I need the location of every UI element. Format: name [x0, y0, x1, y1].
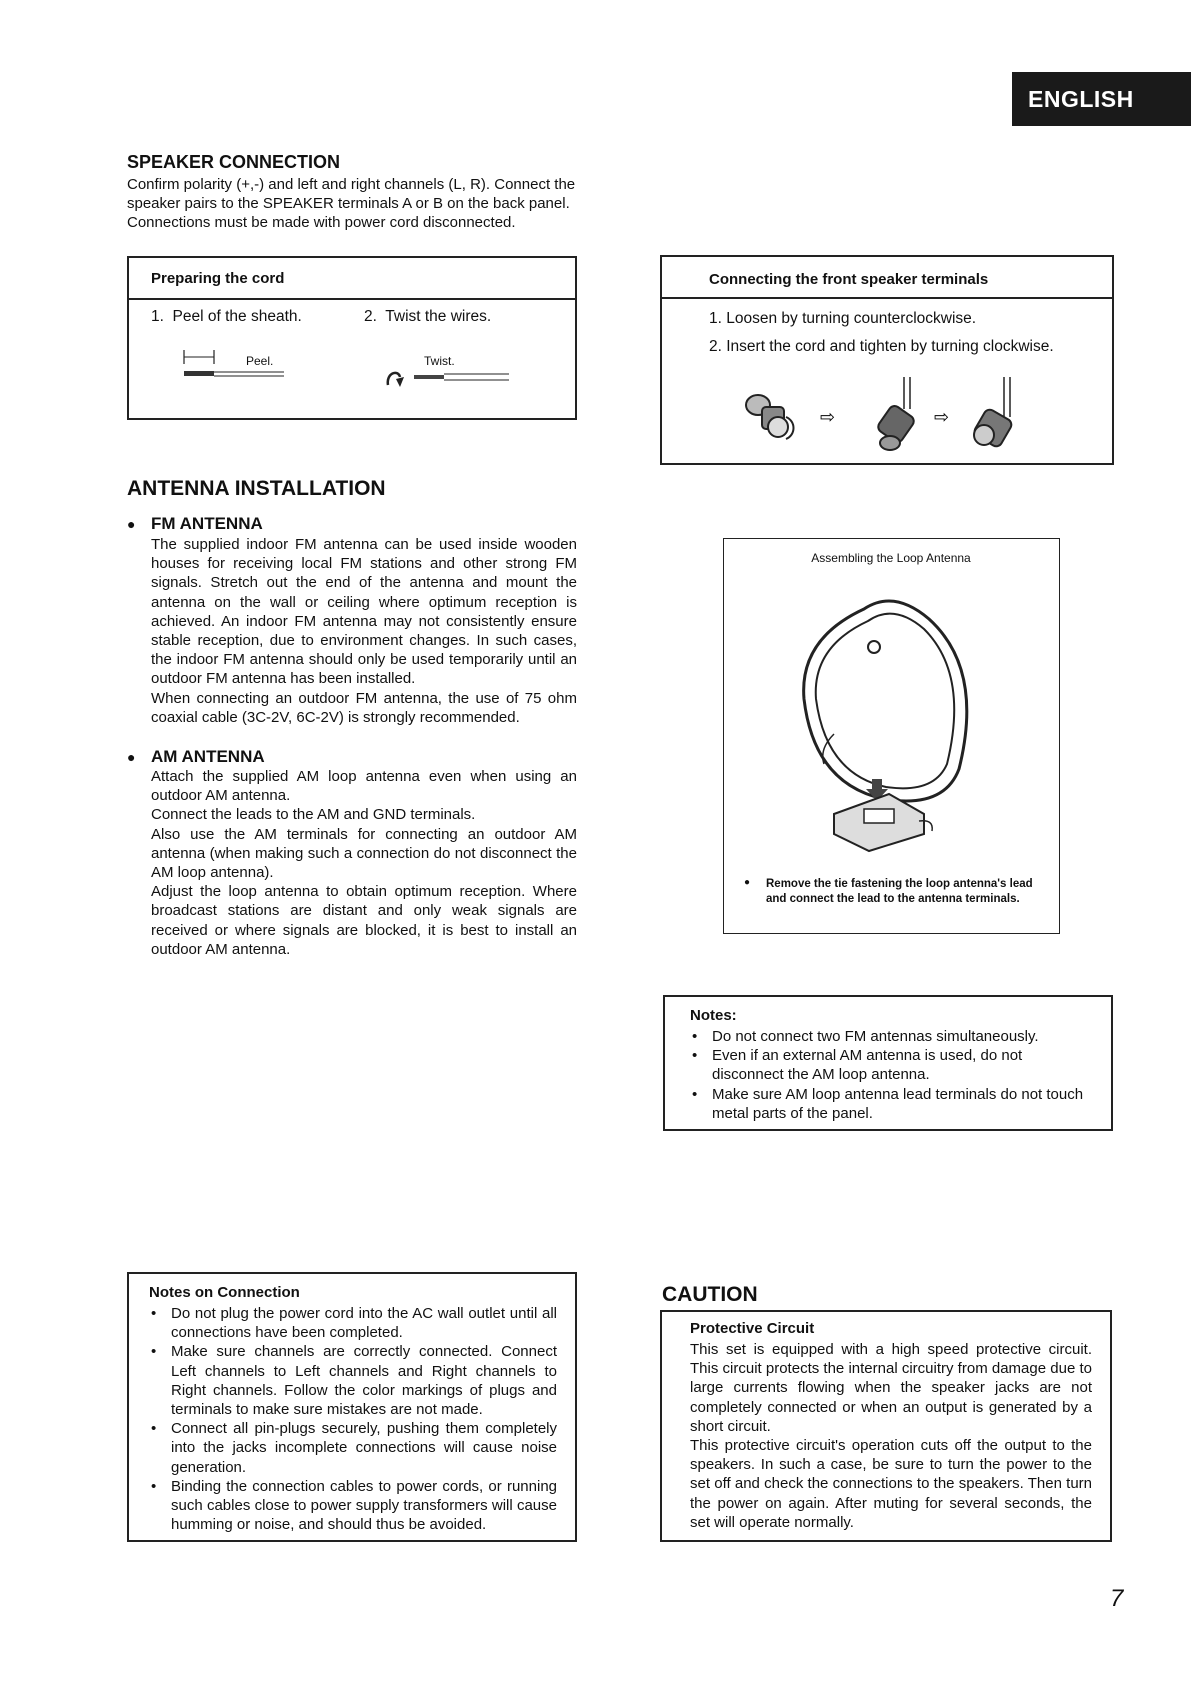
notes-box: [663, 995, 1113, 1131]
notes-list: [690, 1027, 1090, 1123]
caution-box: [660, 1310, 1112, 1542]
am-antenna-text-2: Connect the leads to the AM and GND terminals.: [151, 806, 476, 824]
am-antenna-title: AM ANTENNA: [151, 747, 265, 766]
language-tab: ENGLISH: [1012, 72, 1191, 126]
loop-antenna-note-text: Remove the tie fastening the loop antenna's lead and connect the lead to the antenna terminals.: [766, 878, 1033, 905]
am-antenna-body: [151, 767, 577, 959]
caution-subtitle: Protective Circuit: [690, 1320, 815, 1337]
fm-bullet-icon: ●: [127, 516, 136, 532]
front-terminals-divider: [662, 297, 1112, 299]
am-antenna-text-1: Attach the supplied AM loop antenna even when using an outdoor AM antenna.: [151, 768, 577, 805]
loop-antenna-box: [723, 538, 1060, 934]
preparing-cord-divider: [129, 298, 575, 300]
front-terminals-step-2: 2. Insert the cord and tighten by turning clockwise.: [709, 338, 1054, 355]
speaker-connection-section: [127, 152, 577, 233]
notes-item: • Make sure AM loop antenna lead terminals do not touch metal parts of the panel.: [690, 1085, 1090, 1123]
fm-antenna-title: FM ANTENNA: [151, 514, 263, 533]
notes-title: Notes:: [690, 1007, 737, 1024]
notes-item: • Even if an external AM antenna is used, do not disconnect the AM loop antenna.: [690, 1046, 1090, 1084]
peel-step: 1. Peel of the sheath.: [151, 308, 302, 325]
speaker-connection-text: Confirm polarity (+,-) and left and right channels (L, R). Connect the speaker pairs to the SPEAKER terminals A or B on the back panel. Connections must be made with power cord disconnected.: [127, 176, 576, 232]
caution-title: CAUTION: [662, 1283, 758, 1306]
twist-step: 2. Twist the wires.: [364, 308, 492, 325]
preparing-cord-title: Preparing the cord: [151, 270, 285, 287]
insert-terminal-icon: [876, 377, 916, 450]
notes-connection-title: Notes on Connection: [149, 1284, 300, 1301]
am-antenna-text-3: Also use the AM terminals for connecting an outdoor AM antenna (when making such a connection do not disconnect the AM loop antenna).: [151, 825, 577, 882]
loop-antenna-title: Assembling the Loop Antenna: [811, 551, 971, 565]
page-number: 7: [1110, 1585, 1124, 1612]
notes-connection-item: • Connect all pin-plugs securely, pushing them completely into the jacks incomplete connections will cause noise generation.: [149, 1419, 557, 1477]
speaker-connection-title: SPEAKER CONNECTION: [127, 152, 341, 172]
notes-connection-box: [127, 1272, 577, 1542]
notes-connection-item: • Make sure channels are correctly connected. Connect Left channels to Left channels and Right channels to Right channels. Follow the color markings of plugs and terminals to make sure mistakes are not made.: [149, 1342, 557, 1419]
fm-antenna-text: The supplied indoor FM antenna can be used inside wooden houses for receiving local FM stations and other strong FM signals. Stretch out the end of the antenna and mount the antenna on the wall or ceiling where optimum reception is achieved. An indoor FM antenna may not consistently ensure stable reception, due to environment changes. In such cases, the indoor FM antenna should only be used temporarily until an outdoor FM antenna has been installed.: [151, 536, 577, 688]
fm-antenna-body: [151, 535, 577, 727]
loosen-terminal-icon: [746, 395, 794, 439]
fm-antenna-text-2: When connecting an outdoor FM antenna, the use of 75 ohm coaxial cable (3C-2V, 6C-2V) is strongly recommended.: [151, 689, 577, 726]
peel-label: Peel.: [246, 354, 274, 368]
peel-illustration: [184, 348, 294, 388]
notes-connection-item: • Binding the connection cables to power cords, or running such cables close to power supply transformers will cause humming or noise, and should thus be avoided.: [149, 1477, 557, 1535]
antenna-title: ANTENNA INSTALLATION: [127, 477, 386, 500]
caution-text-1: This set is equipped with a high speed protective circuit. This circuit protects the internal circuitry from damage due to large currents flowing when the speaker jacks are not completely connected or when an output is generated by a short circuit.: [690, 1341, 1092, 1435]
front-terminals-box: [660, 255, 1114, 465]
front-terminals-step-1: 1. Loosen by turning counterclockwise.: [709, 310, 977, 327]
am-antenna-text-4: Adjust the loop antenna to obtain optimum reception. Where broadcast stations are distant and only weak signals are received or where signals are blocked, it is best to install an outdoor AM antenna.: [151, 883, 577, 958]
arrow-icon-1: ⇨: [820, 407, 836, 428]
arrow-icon-2: ⇨: [934, 407, 950, 428]
preparing-cord-box: [127, 256, 577, 420]
front-terminals-steps: [709, 305, 1054, 361]
notes-connection-item: • Do not plug the power cord into the AC wall outlet until all connections have been completed.: [149, 1304, 557, 1342]
terminal-illustration: [742, 377, 1042, 457]
loop-antenna-illustration: [794, 589, 994, 849]
loop-antenna-note: [744, 877, 1039, 907]
caution-body: [690, 1340, 1092, 1532]
notes-item: • Do not connect two FM antennas simultaneously.: [690, 1027, 1090, 1046]
caution-text-2: This protective circuit's operation cuts off the output to the speakers. In such a case, be sure to turn the power to the set off and check the connections to the speakers. Then turn the power on again. After muting for several seconds, the set will operate normally.: [690, 1437, 1092, 1531]
loop-note-bullet-icon: ●: [744, 877, 751, 888]
tightened-terminal-icon: [973, 377, 1014, 448]
am-bullet-icon: ●: [127, 749, 136, 765]
front-terminals-title: Connecting the front speaker terminals: [709, 271, 989, 288]
twist-illustration: [384, 363, 514, 393]
twist-label: Twist.: [424, 354, 455, 368]
notes-connection-list: [149, 1304, 557, 1534]
